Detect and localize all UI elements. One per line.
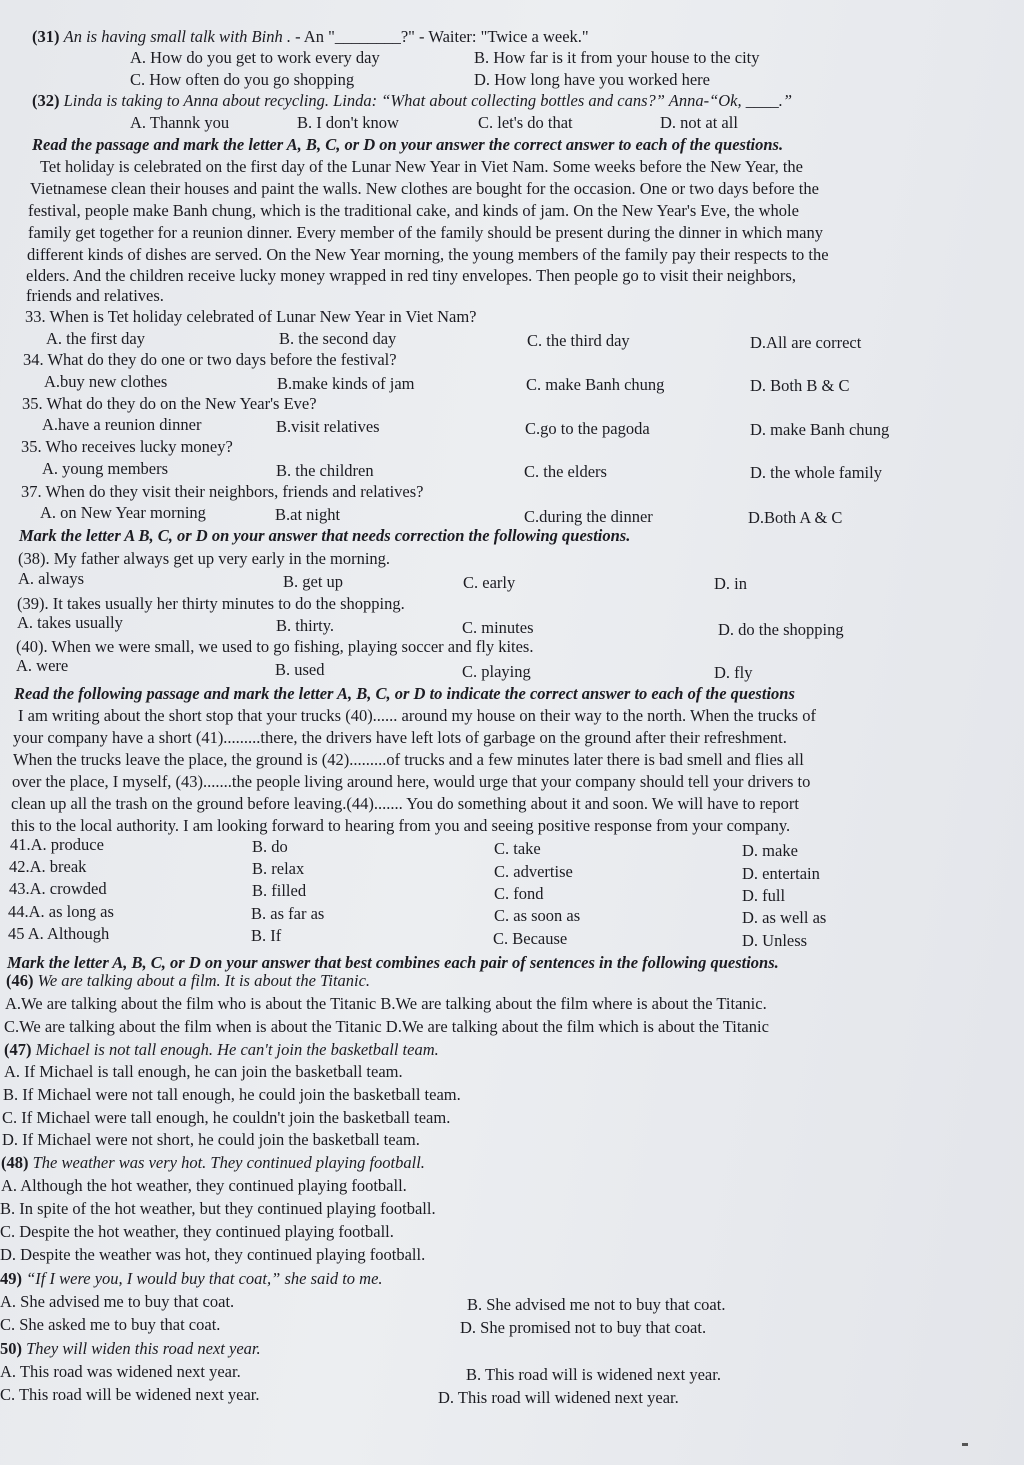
question-36: 35. Who receives lucky money? bbox=[21, 437, 233, 456]
option-44-d: D. as well as bbox=[742, 908, 827, 927]
option-36-c: C. the elders bbox=[524, 462, 607, 481]
option-34-b: B.make kinds of jam bbox=[277, 374, 415, 393]
question-37: 37. When do they visit their neighbors, friends and relatives? bbox=[21, 482, 424, 501]
option-47-d: D. If Michael were not short, he could join the basketball team. bbox=[2, 1130, 420, 1149]
question-47 bbox=[4, 1040, 439, 1060]
option-38-c: C. early bbox=[463, 573, 516, 592]
question-number: 50) bbox=[0, 1339, 22, 1358]
question-prompt: “If I were you, I would buy that coat,” she said to me. bbox=[26, 1269, 383, 1288]
passage-2-line: your company have a short (41).........there, the drivers have left lots of garbage on the ground after their refreshment. bbox=[13, 728, 787, 747]
passage-1-line: festival, people make Banh chung, which is the traditional cake, and kinds of jam. On the New Year's Eve, the whole bbox=[28, 201, 799, 220]
option-35-a: A.have a reunion dinner bbox=[42, 415, 202, 434]
option-39-a: A. takes usually bbox=[17, 613, 123, 632]
passage-1-line: friends and relatives. bbox=[26, 286, 164, 305]
question-39: (39). It takes usually her thirty minutes to do the shopping. bbox=[17, 594, 405, 613]
option-31-d: D. How long have you worked here bbox=[474, 70, 710, 89]
option-32-a: A. Thannk you bbox=[130, 113, 230, 132]
option-41-d: D. make bbox=[742, 841, 798, 860]
option-49-a: A. She advised me to buy that coat. bbox=[0, 1292, 235, 1311]
question-49 bbox=[0, 1269, 383, 1289]
option-34-d: D. Both B & C bbox=[750, 376, 850, 395]
question-prompt: Michael is not tall enough. He can't join the basketball team. bbox=[35, 1040, 439, 1059]
question-46 bbox=[6, 971, 370, 991]
question-prompt: Linda is taking to Anna about recycling. Linda: “What about collecting bottles and cans?” Anna-“Ok, ____.” bbox=[63, 91, 793, 110]
passage-1-line: different kinds of dishes are served. On the New Year morning, the young members of the family pay their respects to the bbox=[27, 245, 829, 264]
option-48-b: B. In spite of the hot weather, but they continued playing football. bbox=[0, 1199, 436, 1218]
option-47-a: A. If Michael is tall enough, he can join the basketball team. bbox=[4, 1062, 403, 1081]
option-42-c: C. advertise bbox=[494, 862, 573, 881]
question-prompt: They will widen this road next year. bbox=[26, 1339, 261, 1358]
option-48-a: A. Although the hot weather, they continued playing football. bbox=[1, 1176, 407, 1195]
option-43-d: D. full bbox=[742, 886, 786, 905]
passage-1-line: elders. And the children receive lucky money wrapped in red tiny envelopes. Then people go to visit their neighbors, bbox=[26, 266, 796, 285]
option-38-b: B. get up bbox=[283, 572, 344, 591]
option-44-b: B. as far as bbox=[251, 904, 325, 923]
option-42-b: B. relax bbox=[252, 859, 305, 878]
section-instruction-combine: Mark the letter A, B, C, or D on your answer that best combines each pair of sentences in the following questions. bbox=[7, 953, 779, 972]
question-number: (48) bbox=[1, 1153, 29, 1172]
option-49-c: C. She asked me to buy that coat. bbox=[0, 1315, 221, 1334]
question-prompt: We are talking about a film. It is about the Titanic. bbox=[37, 971, 371, 990]
passage-2-line: clean up all the trash on the ground before leaving.(44)....... You do something about it and soon. We will have to report bbox=[11, 794, 799, 813]
option-49-b: B. She advised me not to buy that coat. bbox=[467, 1295, 726, 1314]
option-39-b: B. thirty. bbox=[276, 616, 335, 635]
option-45-d: D. Unless bbox=[742, 931, 808, 950]
option-45-b: B. If bbox=[251, 926, 282, 945]
option-31-a: A. How do you get to work every day bbox=[130, 48, 380, 67]
passage-2-line: this to the local authority. I am looking forward to hearing from you and seeing positive response from your company. bbox=[11, 816, 791, 835]
option-50-d: D. This road will widened next year. bbox=[438, 1388, 679, 1407]
question-dialog: - An "________?" - Waiter: "Twice a week." bbox=[295, 27, 589, 46]
option-37-d: D.Both A & C bbox=[748, 508, 843, 527]
option-42-a: 42.A. break bbox=[9, 857, 87, 876]
option-47-b: B. If Michael were not tall enough, he could join the basketball team. bbox=[3, 1085, 461, 1104]
option-35-b: B.visit relatives bbox=[276, 417, 380, 436]
option-50-b: B. This road will is widened next year. bbox=[466, 1365, 721, 1384]
question-34: 34. What do they do one or two days before the festival? bbox=[23, 350, 397, 369]
section-instruction-correction: Mark the letter A B, C, or D on your answer that needs correction the following questions. bbox=[19, 526, 631, 545]
option-32-d: D. not at all bbox=[660, 113, 738, 132]
option-40-a: A. were bbox=[16, 656, 69, 675]
option-44-a: 44.A. as long as bbox=[8, 902, 114, 921]
option-44-c: C. as soon as bbox=[494, 906, 581, 925]
question-38: (38). My father always get up very early in the morning. bbox=[18, 549, 391, 568]
corner-speck bbox=[962, 1443, 968, 1446]
option-33-b: B. the second day bbox=[279, 329, 397, 348]
passage-2-line: When the trucks leave the place, the ground is (42).........of trucks and a few minutes later there is bad smell and flies all bbox=[13, 750, 804, 769]
question-32 bbox=[32, 91, 792, 111]
section-instruction-reading-2: Read the following passage and mark the letter A, B, C, or D to indicate the correct answer to each of the questions bbox=[14, 684, 795, 703]
question-40: (40). When we were small, we used to go fishing, playing soccer and fly kites. bbox=[16, 637, 534, 656]
passage-1-line: Vietnamese clean their houses and paint the walls. New clothes are bought for the occasion. One or two days before the bbox=[30, 179, 819, 198]
question-48 bbox=[1, 1153, 425, 1173]
option-33-a: A. the first day bbox=[46, 329, 145, 348]
option-43-c: C. fond bbox=[494, 884, 544, 903]
option-48-c: C. Despite the hot weather, they continued playing football. bbox=[0, 1222, 394, 1241]
option-36-d: D. the whole family bbox=[750, 463, 882, 482]
option-47-c: C. If Michael were tall enough, he couldn't join the basketball team. bbox=[2, 1108, 451, 1127]
option-37-c: C.during the dinner bbox=[524, 507, 653, 526]
option-33-d: D.All are correct bbox=[750, 333, 862, 352]
option-43-a: 43.A. crowded bbox=[9, 879, 107, 898]
question-number: (46) bbox=[6, 971, 34, 990]
question-prompt: The weather was very hot. They continued playing football. bbox=[32, 1153, 425, 1172]
option-48-d: D. Despite the weather was hot, they continued playing football. bbox=[0, 1245, 426, 1264]
option-39-d: D. do the shopping bbox=[718, 620, 844, 639]
passage-2-line: I am writing about the short stop that your trucks (40)...... around my house on their way to the north. When the trucks of bbox=[18, 706, 816, 725]
option-34-a: A.buy new clothes bbox=[44, 372, 168, 391]
option-45-c: C. Because bbox=[493, 929, 568, 948]
option-40-c: C. playing bbox=[462, 662, 531, 681]
option-50-c: C. This road will be widened next year. bbox=[0, 1385, 260, 1404]
option-36-b: B. the children bbox=[276, 461, 374, 480]
option-38-a: A. always bbox=[18, 569, 84, 588]
option-35-c: C.go to the pagoda bbox=[525, 419, 650, 438]
options-46-ab: A.We are talking about the film who is about the Titanic B.We are talking about the film where is about the Titanic. bbox=[5, 994, 767, 1013]
option-41-b: B. do bbox=[252, 837, 288, 856]
option-34-c: C. make Banh chung bbox=[526, 375, 665, 394]
option-41-c: C. take bbox=[494, 839, 541, 858]
option-32-b: B. I don't know bbox=[297, 113, 399, 132]
question-31 bbox=[32, 27, 589, 47]
option-31-b: B. How far is it from your house to the city bbox=[474, 48, 760, 67]
option-39-c: C. minutes bbox=[462, 618, 534, 637]
question-prompt: An is having small talk with Binh . bbox=[63, 27, 291, 46]
option-45-a: 45 A. Although bbox=[8, 924, 110, 943]
option-41-a: 41.A. produce bbox=[10, 835, 104, 854]
passage-1-line: family get together for a reunion dinner. Every member of the family should be present during the dinner in which many bbox=[28, 223, 823, 242]
question-35: 35. What do they do on the New Year's Eve? bbox=[22, 394, 317, 413]
option-40-d: D. fly bbox=[714, 663, 753, 682]
option-33-c: C. the third day bbox=[527, 331, 630, 350]
option-49-d: D. She promised not to buy that coat. bbox=[460, 1318, 707, 1337]
option-43-b: B. filled bbox=[252, 881, 307, 900]
option-37-b: B.at night bbox=[275, 505, 341, 524]
question-number: (47) bbox=[4, 1040, 32, 1059]
question-number: (31) bbox=[32, 27, 60, 46]
option-31-c: C. How often do you go shopping bbox=[130, 70, 355, 89]
question-number: 49) bbox=[0, 1269, 22, 1288]
option-50-a: A. This road was widened next year. bbox=[0, 1362, 241, 1381]
option-35-d: D. make Banh chung bbox=[750, 420, 890, 439]
option-40-b: B. used bbox=[275, 660, 325, 679]
option-42-d: D. entertain bbox=[742, 864, 820, 883]
option-37-a: A. on New Year morning bbox=[40, 503, 206, 522]
option-38-d: D. in bbox=[714, 574, 747, 593]
passage-2-line: over the place, I myself, (43).......the people living around here, would urge that your company should tell your drivers to bbox=[12, 772, 811, 791]
question-50 bbox=[0, 1339, 261, 1359]
section-instruction-reading-1: Read the passage and mark the letter A, B, C, or D on your answer the correct answer to each of the questions. bbox=[32, 135, 784, 154]
option-32-c: C. let's do that bbox=[478, 113, 573, 132]
question-number: (32) bbox=[32, 91, 60, 110]
option-36-a: A. young members bbox=[42, 459, 169, 478]
question-33: 33. When is Tet holiday celebrated of Lunar New Year in Viet Nam? bbox=[25, 307, 477, 326]
options-46-cd: C.We are talking about the film when is about the Titanic D.We are talking about the film which is about the Titanic bbox=[4, 1017, 769, 1036]
passage-1-line: Tet holiday is celebrated on the first day of the Lunar New Year in Viet Nam. Some weeks before the New Year, the bbox=[40, 157, 804, 176]
